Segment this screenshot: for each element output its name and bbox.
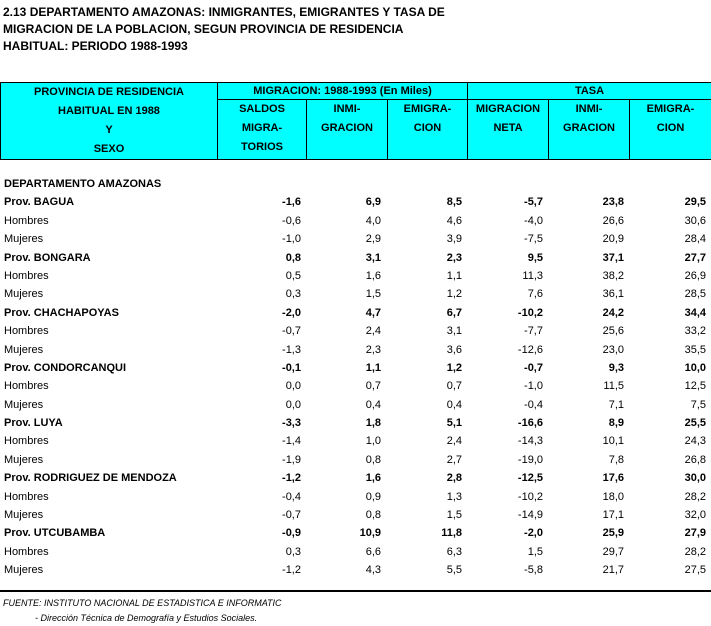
sex-row [0, 451, 711, 469]
migracion-neta-cell: -10,2 [517, 490, 543, 503]
migracion-neta-cell: -7,5 [524, 233, 543, 246]
tasa-inmigracion-cell: 10,1 [602, 435, 624, 448]
tasa-emigracion-cell: 28,5 [684, 288, 706, 301]
migracion-neta-cell: -0,7 [524, 361, 543, 374]
migracion-neta-cell: 9,5 [527, 251, 543, 264]
migracion-neta-cell: -10,2 [517, 306, 543, 319]
tasa-emigracion-cell: 35,5 [684, 343, 706, 356]
migracion-neta-cell: -5,8 [524, 564, 543, 577]
tasa-inmigracion-cell: 17,1 [602, 509, 624, 522]
tasa-emigracion-cell: 29,5 [684, 196, 706, 209]
row-label: Mujeres [4, 398, 44, 411]
tasa-inmigracion-cell: 7,1 [608, 398, 624, 411]
emigracion-cell: 1,3 [446, 490, 462, 503]
row-label: Hombres [4, 545, 49, 558]
department-row [0, 175, 711, 193]
tasa-emigracion-cell: 27,7 [684, 251, 706, 264]
row-label: Prov. CHACHAPOYAS [4, 306, 119, 319]
row-label: Hombres [4, 435, 49, 448]
title-line-3: HABITUAL: PERIODO 1988-1993 [3, 39, 188, 53]
sex-row [0, 212, 711, 230]
row-label: Mujeres [4, 343, 44, 356]
saldos-cell: -3,3 [282, 417, 301, 430]
sex-row [0, 561, 711, 579]
migracion-neta-cell: -7,7 [524, 325, 543, 338]
saldos-cell: -0,1 [282, 361, 301, 374]
inmigracion-cell: 0,8 [365, 509, 381, 522]
emigracion-cell: 5,1 [446, 417, 462, 430]
tasa-inmigracion-cell: 7,8 [608, 453, 624, 466]
tasa-inmigracion-cell: 23,8 [602, 196, 624, 209]
department-label: DEPARTAMENTO AMAZONAS [4, 178, 162, 190]
province-row [0, 414, 711, 432]
inmigracion-cell: 1,1 [365, 361, 381, 374]
table-body [0, 175, 711, 580]
inmigracion-cell: 6,9 [365, 196, 381, 209]
emigracion-cell: 0,4 [446, 398, 462, 411]
tasa-emigracion-cell: 10,0 [684, 361, 706, 374]
tasa-inmigracion-cell: 26,6 [602, 214, 624, 227]
migracion-neta-cell: -2,0 [524, 527, 543, 540]
tasa-emigracion-cell: 30,0 [684, 472, 706, 485]
row-label: Mujeres [4, 453, 44, 466]
sex-row [0, 322, 711, 340]
emigracion-cell: 6,7 [446, 306, 462, 319]
migracion-neta-cell: -0,4 [524, 398, 543, 411]
tasa-emigracion-cell: 27,5 [684, 564, 706, 577]
province-row [0, 304, 711, 322]
saldos-cell: -1,6 [282, 196, 301, 209]
row-label: Prov. CONDORCANQUI [4, 361, 127, 374]
inmigracion-cell: 3,1 [365, 251, 381, 264]
emigracion-cell: 1,1 [446, 269, 462, 282]
title-line-2: MIGRACION DE LA POBLACION, SEGUN PROVINCIA DE RESIDENCIA [3, 22, 404, 36]
saldos-cell: 0,3 [285, 545, 301, 558]
tasa-inmigracion-cell: 9,3 [608, 361, 624, 374]
tasa-emigracion-cell: 28,2 [684, 490, 706, 503]
footer-divider [0, 590, 711, 592]
row-label: Hombres [4, 214, 49, 227]
inmigracion-cell: 4,0 [365, 214, 381, 227]
header-inmigracion: INMI- GRACION [307, 100, 388, 160]
emigracion-cell: 4,6 [446, 214, 462, 227]
tasa-inmigracion-cell: 18,0 [602, 490, 624, 503]
tasa-emigracion-cell: 28,4 [684, 233, 706, 246]
tasa-emigracion-cell: 27,9 [684, 527, 706, 540]
tasa-inmigracion-cell: 36,1 [602, 288, 624, 301]
sex-row [0, 230, 711, 248]
sex-row [0, 377, 711, 395]
inmigracion-cell: 2,9 [365, 233, 381, 246]
inmigracion-cell: 0,8 [365, 453, 381, 466]
header-emigracion: EMIGRA- CION [388, 100, 468, 160]
sex-row [0, 488, 711, 506]
emigracion-cell: 11,8 [441, 527, 462, 540]
migracion-neta-cell: 7,6 [527, 288, 543, 301]
tasa-inmigracion-cell: 38,2 [602, 269, 624, 282]
migracion-neta-cell: 11,3 [522, 269, 543, 282]
inmigracion-cell: 1,6 [365, 472, 381, 485]
tasa-inmigracion-cell: 37,1 [602, 251, 624, 264]
saldos-cell: -0,6 [282, 214, 301, 227]
emigracion-cell: 2,3 [446, 251, 462, 264]
emigracion-cell: 1,2 [446, 361, 462, 374]
province-row [0, 469, 711, 487]
sex-row [0, 267, 711, 285]
emigracion-cell: 1,5 [446, 509, 462, 522]
row-label: Mujeres [4, 509, 44, 522]
header-tasa-group: TASA [468, 83, 711, 100]
emigracion-cell: 2,8 [446, 472, 462, 485]
saldos-cell: -0,4 [282, 490, 301, 503]
sex-row [0, 341, 711, 359]
tasa-inmigracion-cell: 11,5 [603, 380, 624, 393]
saldos-cell: 0,0 [285, 398, 301, 411]
tasa-emigracion-cell: 24,3 [684, 435, 706, 448]
migracion-neta-cell: -4,0 [524, 214, 543, 227]
tasa-emigracion-cell: 28,2 [684, 545, 706, 558]
emigracion-cell: 6,3 [446, 545, 462, 558]
saldos-cell: -1,0 [282, 233, 301, 246]
emigracion-cell: 3,9 [446, 233, 462, 246]
header-tasa-emigracion: EMIGRA- CION [630, 100, 711, 160]
province-row [0, 193, 711, 211]
sex-row [0, 506, 711, 524]
sex-row [0, 285, 711, 303]
migracion-neta-cell: -16,6 [517, 417, 543, 430]
saldos-cell: 0,5 [285, 269, 301, 282]
row-label: Prov. LUYA [4, 417, 63, 430]
inmigracion-cell: 1,5 [365, 288, 381, 301]
tasa-emigracion-cell: 30,6 [684, 214, 706, 227]
province-row [0, 524, 711, 542]
inmigracion-cell: 0,7 [365, 380, 381, 393]
migracion-neta-cell: -19,0 [517, 453, 543, 466]
inmigracion-cell: 0,9 [365, 490, 381, 503]
tasa-inmigracion-cell: 24,2 [602, 306, 624, 319]
saldos-cell: -1,2 [282, 564, 301, 577]
source-line-2: - Dirección Técnica de Demografía y Estudios Sociales. [35, 613, 258, 623]
source-line-1: FUENTE: INSTITUTO NACIONAL DE ESTADISTICA E INFORMATIC [3, 598, 282, 608]
row-label: Hombres [4, 325, 49, 338]
saldos-cell: -1,2 [282, 472, 301, 485]
saldos-cell: -0,7 [282, 325, 301, 338]
header-migracion-neta: MIGRACION NETA [468, 100, 549, 160]
header-saldos: SALDOS MIGRA- TORIOS [218, 100, 307, 160]
inmigracion-cell: 1,0 [365, 435, 381, 448]
emigracion-cell: 3,1 [446, 325, 462, 338]
header-provincia: PROVINCIA DE RESIDENCIA HABITUAL EN 1988 Y SEXO [1, 83, 218, 160]
tasa-emigracion-cell: 26,9 [684, 269, 706, 282]
inmigracion-cell: 1,6 [365, 269, 381, 282]
saldos-cell: 0,3 [285, 288, 301, 301]
tasa-inmigracion-cell: 21,7 [602, 564, 624, 577]
row-label: Hombres [4, 269, 49, 282]
tasa-emigracion-cell: 7,5 [690, 398, 706, 411]
row-label: Hombres [4, 380, 49, 393]
saldos-cell: -1,9 [282, 453, 301, 466]
saldos-cell: -0,7 [282, 509, 301, 522]
migracion-neta-cell: 1,5 [527, 545, 543, 558]
emigracion-cell: 1,2 [446, 288, 462, 301]
tasa-emigracion-cell: 34,4 [684, 306, 706, 319]
saldos-cell: 0,8 [285, 251, 301, 264]
migracion-neta-cell: -5,7 [524, 196, 543, 209]
inmigracion-cell: 10,9 [359, 527, 381, 540]
saldos-cell: -1,4 [282, 435, 301, 448]
tasa-inmigracion-cell: 29,7 [602, 545, 624, 558]
tasa-inmigracion-cell: 20,9 [602, 233, 624, 246]
table-header [0, 82, 711, 160]
tasa-inmigracion-cell: 23,0 [602, 343, 624, 356]
inmigracion-cell: 6,6 [365, 545, 381, 558]
inmigracion-cell: 2,3 [365, 343, 381, 356]
row-label: Hombres [4, 490, 49, 503]
tasa-inmigracion-cell: 17,6 [602, 472, 624, 485]
migracion-neta-cell: -14,3 [517, 435, 543, 448]
migracion-neta-cell: -12,6 [517, 343, 543, 356]
saldos-cell: -1,3 [282, 343, 301, 356]
emigracion-cell: 8,5 [446, 196, 462, 209]
row-label: Prov. RODRIGUEZ DE MENDOZA [4, 472, 177, 485]
saldos-cell: 0,0 [285, 380, 301, 393]
table-title [3, 4, 445, 55]
tasa-emigracion-cell: 12,5 [684, 380, 706, 393]
inmigracion-cell: 1,8 [365, 417, 381, 430]
inmigracion-cell: 2,4 [365, 325, 381, 338]
row-label: Mujeres [4, 233, 44, 246]
tasa-emigracion-cell: 32,0 [684, 509, 706, 522]
header-tasa-inmigracion: INMI- GRACION [549, 100, 630, 160]
inmigracion-cell: 4,3 [365, 564, 381, 577]
tasa-inmigracion-cell: 25,9 [602, 527, 624, 540]
migracion-neta-cell: -12,5 [517, 472, 543, 485]
inmigracion-cell: 0,4 [365, 398, 381, 411]
row-label: Prov. BONGARA [4, 251, 91, 264]
emigracion-cell: 2,7 [446, 453, 462, 466]
row-label: Mujeres [4, 288, 44, 301]
sex-row [0, 432, 711, 450]
header-migracion-group: MIGRACION: 1988-1993 (En Miles) [218, 83, 468, 100]
migracion-neta-cell: -14,9 [517, 509, 543, 522]
sex-row [0, 543, 711, 561]
province-row [0, 249, 711, 267]
saldos-cell: -2,0 [282, 306, 301, 319]
saldos-cell: -0,9 [282, 527, 301, 540]
inmigracion-cell: 4,7 [365, 306, 381, 319]
tasa-emigracion-cell: 33,2 [684, 325, 706, 338]
title-line-1: 2.13 DEPARTAMENTO AMAZONAS: INMIGRANTES, EMIGRANTES Y TASA DE [3, 5, 445, 19]
row-label: Prov. BAGUA [4, 196, 75, 209]
emigracion-cell: 5,5 [446, 564, 462, 577]
tasa-emigracion-cell: 25,5 [684, 417, 706, 430]
province-row [0, 359, 711, 377]
migracion-neta-cell: -1,0 [524, 380, 543, 393]
tasa-inmigracion-cell: 25,6 [602, 325, 624, 338]
sex-row [0, 396, 711, 414]
row-label: Mujeres [4, 564, 44, 577]
row-label: Prov. UTCUBAMBA [4, 527, 106, 540]
emigracion-cell: 0,7 [446, 380, 462, 393]
tasa-inmigracion-cell: 8,9 [608, 417, 624, 430]
emigracion-cell: 3,6 [446, 343, 462, 356]
tasa-emigracion-cell: 26,8 [684, 453, 706, 466]
emigracion-cell: 2,4 [446, 435, 462, 448]
